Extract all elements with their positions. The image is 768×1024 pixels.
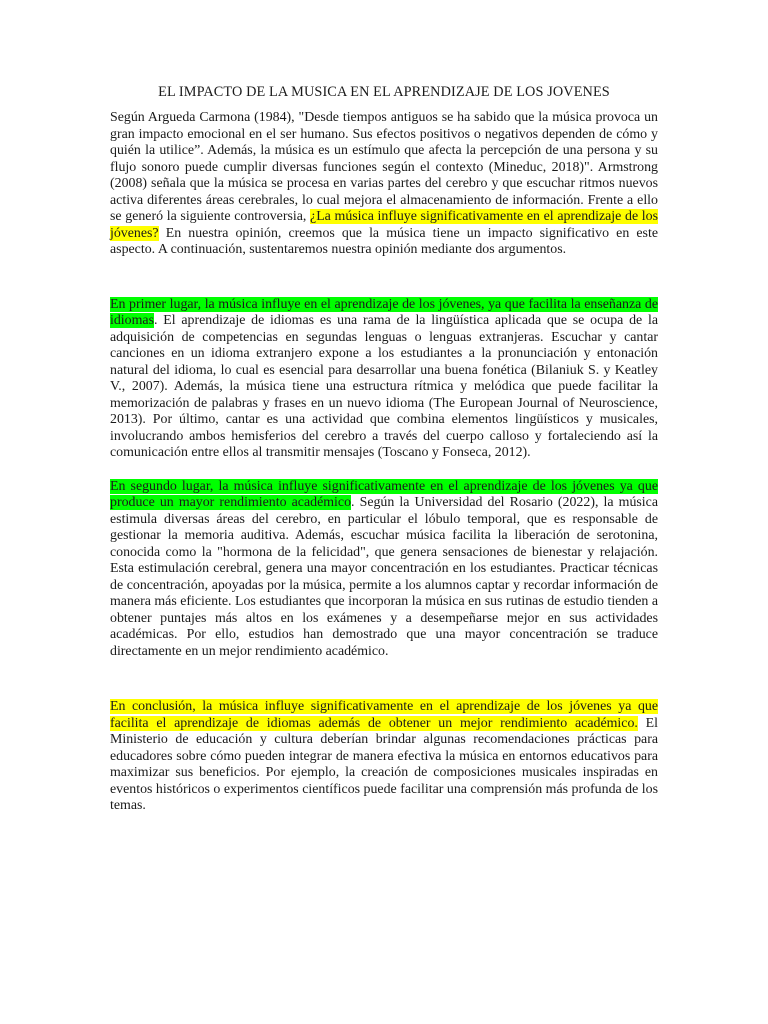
paragraph-spacer [110, 660, 658, 699]
argument1-paragraph [110, 297, 658, 462]
document-title: EL IMPACTO DE LA MUSICA EN EL APRENDIZAJE DE LOS JOVENES [158, 84, 610, 100]
conclusion-text: El Ministerio de educación y cultura deberían brindar algunas recomendaciones prácticas para educadores sobre cómo pueden integrar de manera efectiva la música en entornos educativos para maximizar sus beneficios. Por ejemplo, la creación de composiciones musicales inspiradas en eventos históricos o experimentos científicos puede facilitar una comprensión más profunda de los temas. [110, 715, 658, 813]
paragraph-spacer [110, 462, 658, 479]
argument1-text: . El aprendizaje de idiomas es una rama de la lingüística aplicada que se ocupa de la adquisición de competencias en segundas lenguas o lenguas extranjeras. Escuchar y cantar canciones en un idioma extranjero expone a los estudiantes a la pronunciación y entonación natural del idioma, lo cual es esencial para desarrollar una buena fonética (Bilaniuk S. y Keatley V., 2007). Además, la música tiene una estructura rítmica y melódica que puede facilitar la memorización de palabras y frases en un nuevo idioma (The European Journal of Neuroscience, 2013). Por último, cantar es una actividad que combina elementos lingüísticos y musicales, involucrando ambos hemisferios del cerebro a través del cuerpo calloso y fortaleciendo así la comunicación entre ellos al transmitir mensajes (Toscano y Fonseca, 2012). [110, 313, 658, 460]
paragraph-spacer [110, 259, 658, 297]
intro-paragraph [110, 110, 658, 259]
argument2-highlight: En segundo lugar, la música influye significativamente en el aprendizaje de los jóvenes ya que produce un mayor rendimiento académico [110, 478, 658, 510]
intro-text-end: En nuestra opinión, creemos que la música tiene un impacto significativo en este aspecto. A continuación, sustentaremos nuestra opinión mediante dos argumentos. [110, 225, 658, 257]
intro-highlight-question: ¿La música influye significativamente en el aprendizaje de los jóvenes? [110, 209, 658, 241]
argument2-text: . Según la Universidad del Rosario (2022), la música estimula diversas áreas del cerebro, en particular el lóbulo temporal, que es responsable de gestionar la memoria auditiva. Además, escuchar música facilita la liberación de serotonina, conocida como la "hormona de la felicidad", que genera sensaciones de bienestar y relajación. Esta estimulación cerebral, genera una mayor concentración en los estudiantes. Practicar técnicas de concentración, apoyadas por la música, permite a los alumnos captar y recordar información de manera más eficiente. Los estudiantes que incorporan la música en sus rutinas de estudio tienden a obtener puntajes más altos en los exámenes y a desempeñarse mejor en sus actividades académicas. Por ello, estudios han demostrado que una mayor concentración se traduce directamente en un mejor rendimiento académico. [110, 495, 658, 659]
argument2-paragraph [110, 479, 658, 661]
intro-text: Según Argueda Carmona (1984), "Desde tiempos antiguos se ha sabido que la música provoca un gran impacto emocional en el ser humano. Sus efectos positivos o negativos dependen de cómo y quién la utilice”. Además, la música es un estímulo que afecta la percepción de una persona y su flujo sonoro puede cumplir diversas funciones según el contexto (Mineduc, 2018)". Armstrong (2008) señala que la música se procesa en varias partes del cerebro y que escuchar ritmos nuevos activa diferentes áreas cerebrales, lo cual mejora el almacenamiento de información. Frente a ello se generó la siguiente controversia, [110, 110, 658, 224]
conclusion-highlight: En conclusión, la música influye significativamente en el aprendizaje de los jóvenes ya que facilita el aprendizaje de idiomas además de obtener un mejor rendimiento académico. [110, 699, 658, 731]
argument1-highlight: En primer lugar, la música influye en el aprendizaje de los jóvenes, ya que facilita la enseñanza de idiomas [110, 296, 658, 328]
conclusion-paragraph [110, 699, 658, 815]
